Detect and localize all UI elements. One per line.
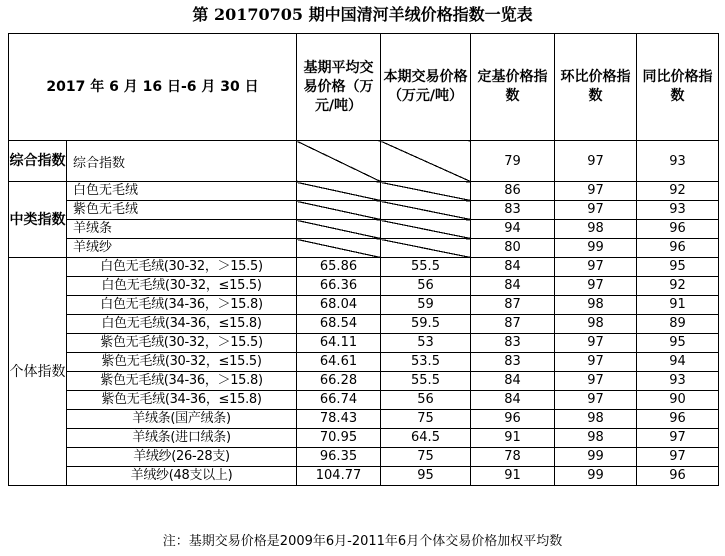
individual-mom: 98 [555, 315, 637, 334]
diagonal-cell [297, 141, 381, 182]
middle-name: 羊绒条 [67, 220, 297, 239]
individual-base-price: 66.28 [297, 372, 381, 391]
diagonal-cell [297, 220, 381, 239]
base-price-header: 基期平均交易价格（万元/吨） [297, 34, 381, 141]
individual-row [9, 410, 719, 429]
middle-mom: 97 [555, 201, 637, 220]
middle-fixed: 83 [471, 201, 555, 220]
individual-row [9, 467, 719, 486]
individual-current-price: 95 [381, 467, 471, 486]
individual-fixed: 91 [471, 467, 555, 486]
individual-base-price: 70.95 [297, 429, 381, 448]
individual-base-price: 64.61 [297, 353, 381, 372]
individual-current-price: 56 [381, 277, 471, 296]
composite-mom: 97 [555, 141, 637, 182]
individual-name: 白色无毛绒(34-36，＞15.8) [67, 296, 297, 315]
individual-row [9, 277, 719, 296]
individual-name: 紫色无毛绒(30-32，≤15.5) [67, 353, 297, 372]
individual-current-price: 53.5 [381, 353, 471, 372]
individual-base-price: 96.35 [297, 448, 381, 467]
middle-row [9, 239, 719, 258]
composite-fixed: 79 [471, 141, 555, 182]
individual-name: 白色无毛绒(34-36，≤15.8) [67, 315, 297, 334]
individual-row [9, 429, 719, 448]
individual-yoy: 95 [637, 258, 719, 277]
individual-name: 白色无毛绒(30-32，≤15.5) [67, 277, 297, 296]
individual-yoy: 97 [637, 429, 719, 448]
individual-fixed: 91 [471, 429, 555, 448]
middle-category: 中类指数 [9, 182, 67, 258]
individual-row [9, 372, 719, 391]
individual-fixed: 96 [471, 410, 555, 429]
individual-current-price: 59 [381, 296, 471, 315]
individual-fixed: 84 [471, 391, 555, 410]
page-title: 第 20170705 期中国清河羊绒价格指数一览表 [192, 5, 533, 24]
composite-yoy: 93 [637, 141, 719, 182]
individual-current-price: 64.5 [381, 429, 471, 448]
individual-mom: 99 [555, 448, 637, 467]
individual-yoy: 96 [637, 410, 719, 429]
individual-fixed: 87 [471, 315, 555, 334]
mom-index-header: 环比价格指数 [555, 34, 637, 141]
individual-base-price: 104.77 [297, 467, 381, 486]
composite-name: 综合指数 [67, 141, 297, 182]
footnote: 注：基期交易价格是2009年6月-2011年6月个体交易价格加权平均数 [162, 534, 563, 549]
individual-yoy: 91 [637, 296, 719, 315]
middle-yoy: 96 [637, 239, 719, 258]
diagonal-cell [297, 239, 381, 258]
individual-current-price: 55.5 [381, 258, 471, 277]
middle-fixed: 86 [471, 182, 555, 201]
diagonal-cell [381, 201, 471, 220]
middle-mom: 97 [555, 182, 637, 201]
individual-name: 羊绒条(进口绒条) [67, 429, 297, 448]
individual-row [9, 448, 719, 467]
individual-base-price: 65.86 [297, 258, 381, 277]
middle-fixed: 94 [471, 220, 555, 239]
individual-row [9, 315, 719, 334]
individual-yoy: 92 [637, 277, 719, 296]
fixed-index-header: 定基价格指数 [471, 34, 555, 141]
individual-fixed: 84 [471, 277, 555, 296]
individual-fixed: 87 [471, 296, 555, 315]
individual-name: 白色无毛绒(30-32，＞15.5) [67, 258, 297, 277]
middle-yoy: 92 [637, 182, 719, 201]
middle-row [9, 220, 719, 239]
individual-base-price: 66.36 [297, 277, 381, 296]
individual-mom: 97 [555, 334, 637, 353]
diagonal-cell [297, 182, 381, 201]
header-row [9, 34, 719, 141]
individual-mom: 97 [555, 277, 637, 296]
individual-fixed: 83 [471, 353, 555, 372]
diagonal-cell [297, 201, 381, 220]
individual-mom: 98 [555, 410, 637, 429]
individual-row [9, 353, 719, 372]
individual-mom: 97 [555, 391, 637, 410]
price-index-table [8, 33, 719, 486]
individual-base-price: 68.54 [297, 315, 381, 334]
individual-name: 羊绒纱(26-28支) [67, 448, 297, 467]
individual-fixed: 78 [471, 448, 555, 467]
individual-yoy: 93 [637, 372, 719, 391]
middle-mom: 98 [555, 220, 637, 239]
individual-current-price: 75 [381, 448, 471, 467]
individual-current-price: 56 [381, 391, 471, 410]
individual-current-price: 75 [381, 410, 471, 429]
individual-yoy: 90 [637, 391, 719, 410]
individual-row [9, 258, 719, 277]
individual-current-price: 53 [381, 334, 471, 353]
individual-base-price: 64.11 [297, 334, 381, 353]
individual-yoy: 97 [637, 448, 719, 467]
individual-yoy: 89 [637, 315, 719, 334]
individual-name: 紫色无毛绒(34-36，≤15.8) [67, 391, 297, 410]
individual-category: 个体指数 [9, 258, 67, 486]
middle-yoy: 93 [637, 201, 719, 220]
individual-mom: 97 [555, 353, 637, 372]
individual-current-price: 55.5 [381, 372, 471, 391]
individual-mom: 99 [555, 467, 637, 486]
individual-yoy: 94 [637, 353, 719, 372]
diagonal-cell [381, 141, 471, 182]
diagonal-cell [381, 220, 471, 239]
individual-fixed: 83 [471, 334, 555, 353]
individual-base-price: 66.74 [297, 391, 381, 410]
middle-fixed: 80 [471, 239, 555, 258]
individual-name: 紫色无毛绒(30-32，＞15.5) [67, 334, 297, 353]
middle-row [9, 201, 719, 220]
middle-name: 紫色无毛绒 [67, 201, 297, 220]
current-price-header: 本期交易价格（万元/吨） [381, 34, 471, 141]
middle-yoy: 96 [637, 220, 719, 239]
individual-row [9, 391, 719, 410]
individual-mom: 98 [555, 429, 637, 448]
individual-yoy: 96 [637, 467, 719, 486]
individual-mom: 97 [555, 372, 637, 391]
individual-row [9, 296, 719, 315]
middle-name: 羊绒纱 [67, 239, 297, 258]
individual-name: 紫色无毛绒(34-36，＞15.8) [67, 372, 297, 391]
individual-yoy: 95 [637, 334, 719, 353]
individual-row [9, 334, 719, 353]
individual-current-price: 59.5 [381, 315, 471, 334]
diagonal-cell [381, 182, 471, 201]
individual-base-price: 68.04 [297, 296, 381, 315]
individual-mom: 97 [555, 258, 637, 277]
individual-name: 羊绒纱(48支以上) [67, 467, 297, 486]
individual-name: 羊绒条(国产绒条) [67, 410, 297, 429]
individual-fixed: 84 [471, 258, 555, 277]
composite-row [9, 141, 719, 182]
period-header: 2017 年 6 月 16 日-6 月 30 日 [9, 34, 297, 141]
individual-mom: 98 [555, 296, 637, 315]
middle-name: 白色无毛绒 [67, 182, 297, 201]
middle-mom: 99 [555, 239, 637, 258]
individual-base-price: 78.43 [297, 410, 381, 429]
composite-category: 综合指数 [9, 141, 67, 182]
diagonal-cell [381, 239, 471, 258]
yoy-index-header: 同比价格指数 [637, 34, 719, 141]
individual-fixed: 84 [471, 372, 555, 391]
middle-row [9, 182, 719, 201]
